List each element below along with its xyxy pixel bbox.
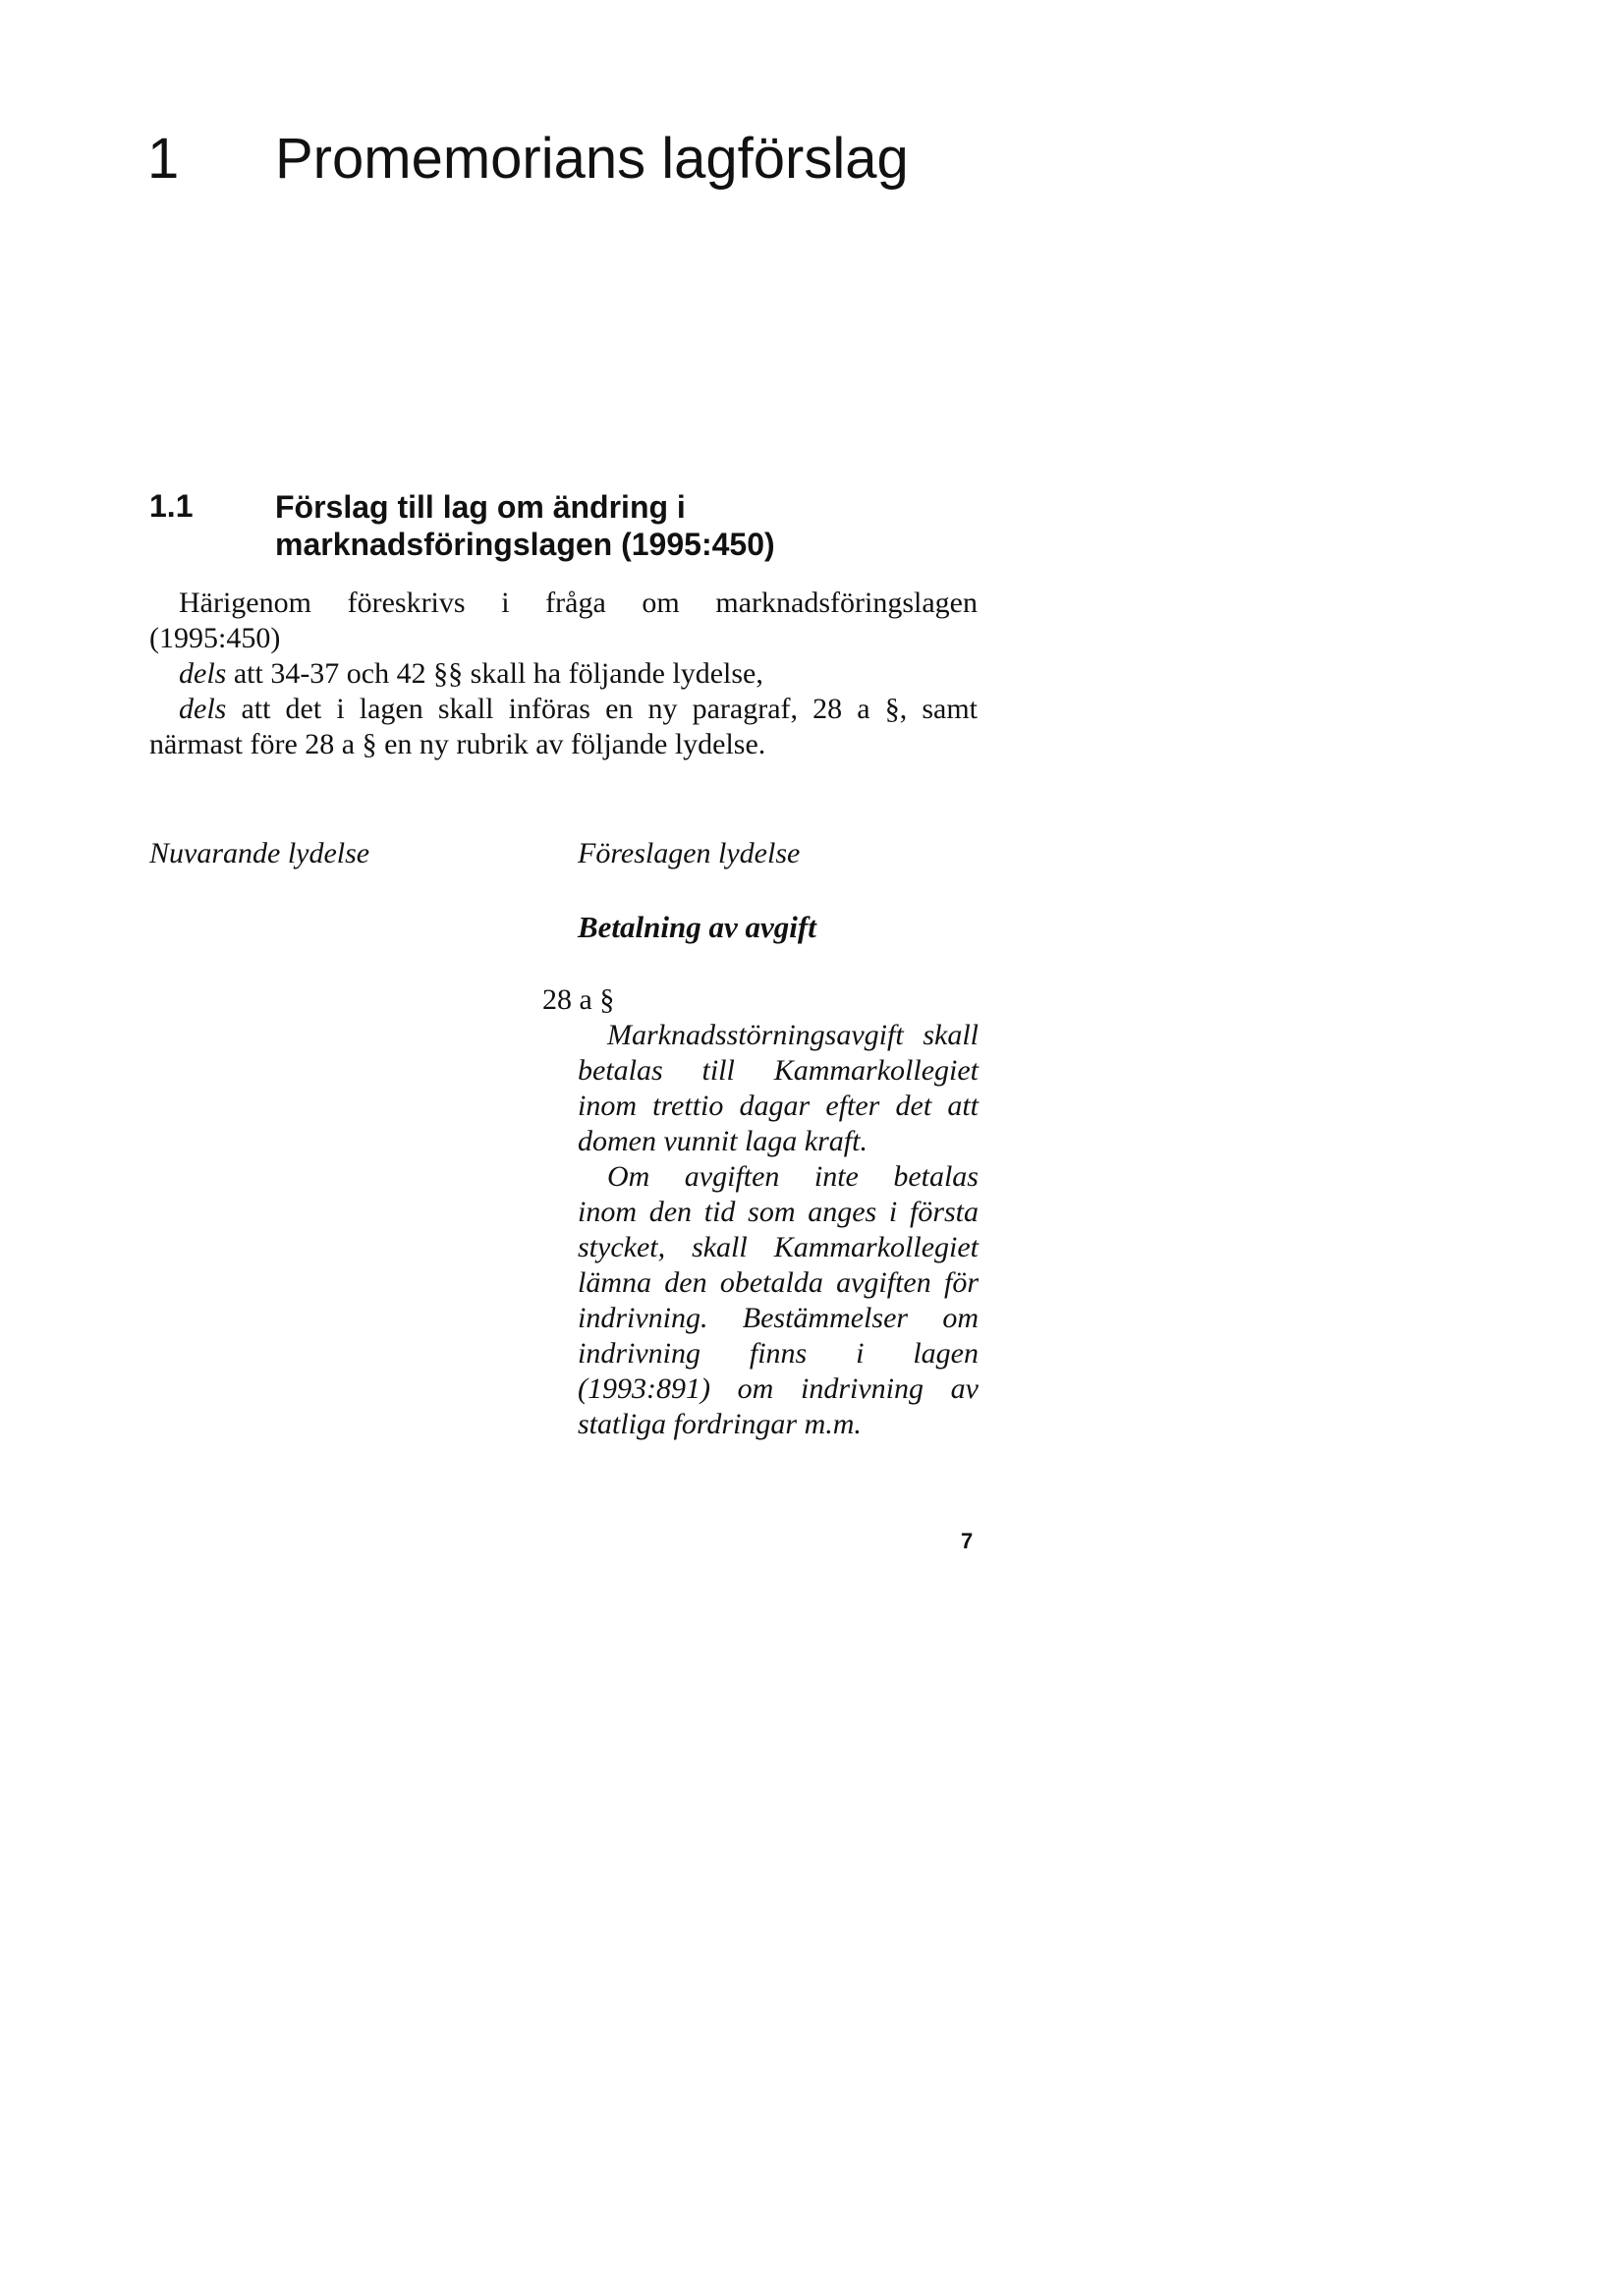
proposed-text bbox=[578, 1018, 979, 1442]
dels-text: att 34-37 och 42 §§ skall ha följande lydelse, bbox=[226, 657, 763, 690]
proposed-line: Marknadsstörningsavgift skall bbox=[607, 1019, 979, 1051]
page-number: 7 bbox=[961, 1529, 974, 1553]
section-title bbox=[275, 488, 825, 563]
dels-label: dels bbox=[179, 657, 227, 690]
intro-line-1: Härigenom föreskrivs i fråga om marknadsföringslagen bbox=[179, 587, 978, 619]
proposed-line: lämna den obetalda avgiften för bbox=[578, 1266, 979, 1299]
proposed-line: betalas till Kammarkollegiet bbox=[578, 1054, 979, 1087]
chapter-number: 1 bbox=[147, 127, 180, 191]
proposed-line: indrivning finns i lagen bbox=[578, 1337, 979, 1370]
proposed-rubric: Betalning av avgift bbox=[578, 910, 816, 944]
current-wording-heading: Nuvarande lydelse bbox=[149, 837, 370, 869]
proposed-line: Om avgiften inte betalas bbox=[607, 1160, 979, 1193]
chapter-title: Promemorians lagförslag bbox=[275, 127, 909, 191]
proposed-line: inom den tid som anges i första bbox=[578, 1196, 979, 1228]
proposed-line: stycket, skall Kammarkollegiet bbox=[578, 1231, 979, 1263]
proposed-line: domen vunnit laga kraft. bbox=[578, 1125, 868, 1157]
paragraph-sign: 28 a § bbox=[542, 983, 615, 1016]
intro-text bbox=[149, 586, 978, 762]
intro-line-2: (1995:450) bbox=[149, 622, 281, 654]
proposed-line: indrivning. Bestämmelser om bbox=[578, 1302, 979, 1334]
proposed-line: (1993:891) om indrivning av bbox=[578, 1372, 979, 1405]
section-title-line-1: Förslag till lag om ändring i bbox=[275, 489, 686, 525]
dels-text: att det i lagen skall införas en ny paragraf, 28 a §, samt bbox=[226, 693, 978, 725]
intro-dels-2-cont: närmast före 28 a § en ny rubrik av följande lydelse. bbox=[149, 728, 766, 760]
section-number: 1.1 bbox=[149, 488, 194, 524]
proposed-line: statliga fordringar m.m. bbox=[578, 1408, 862, 1440]
proposed-wording-heading: Föreslagen lydelse bbox=[578, 837, 801, 869]
proposed-line: inom trettio dagar efter det att bbox=[578, 1090, 979, 1122]
intro-dels-1 bbox=[149, 656, 978, 692]
section-title-line-2: marknadsföringslagen (1995:450) bbox=[275, 527, 775, 562]
dels-label: dels bbox=[179, 693, 227, 725]
intro-dels-2 bbox=[149, 692, 978, 727]
